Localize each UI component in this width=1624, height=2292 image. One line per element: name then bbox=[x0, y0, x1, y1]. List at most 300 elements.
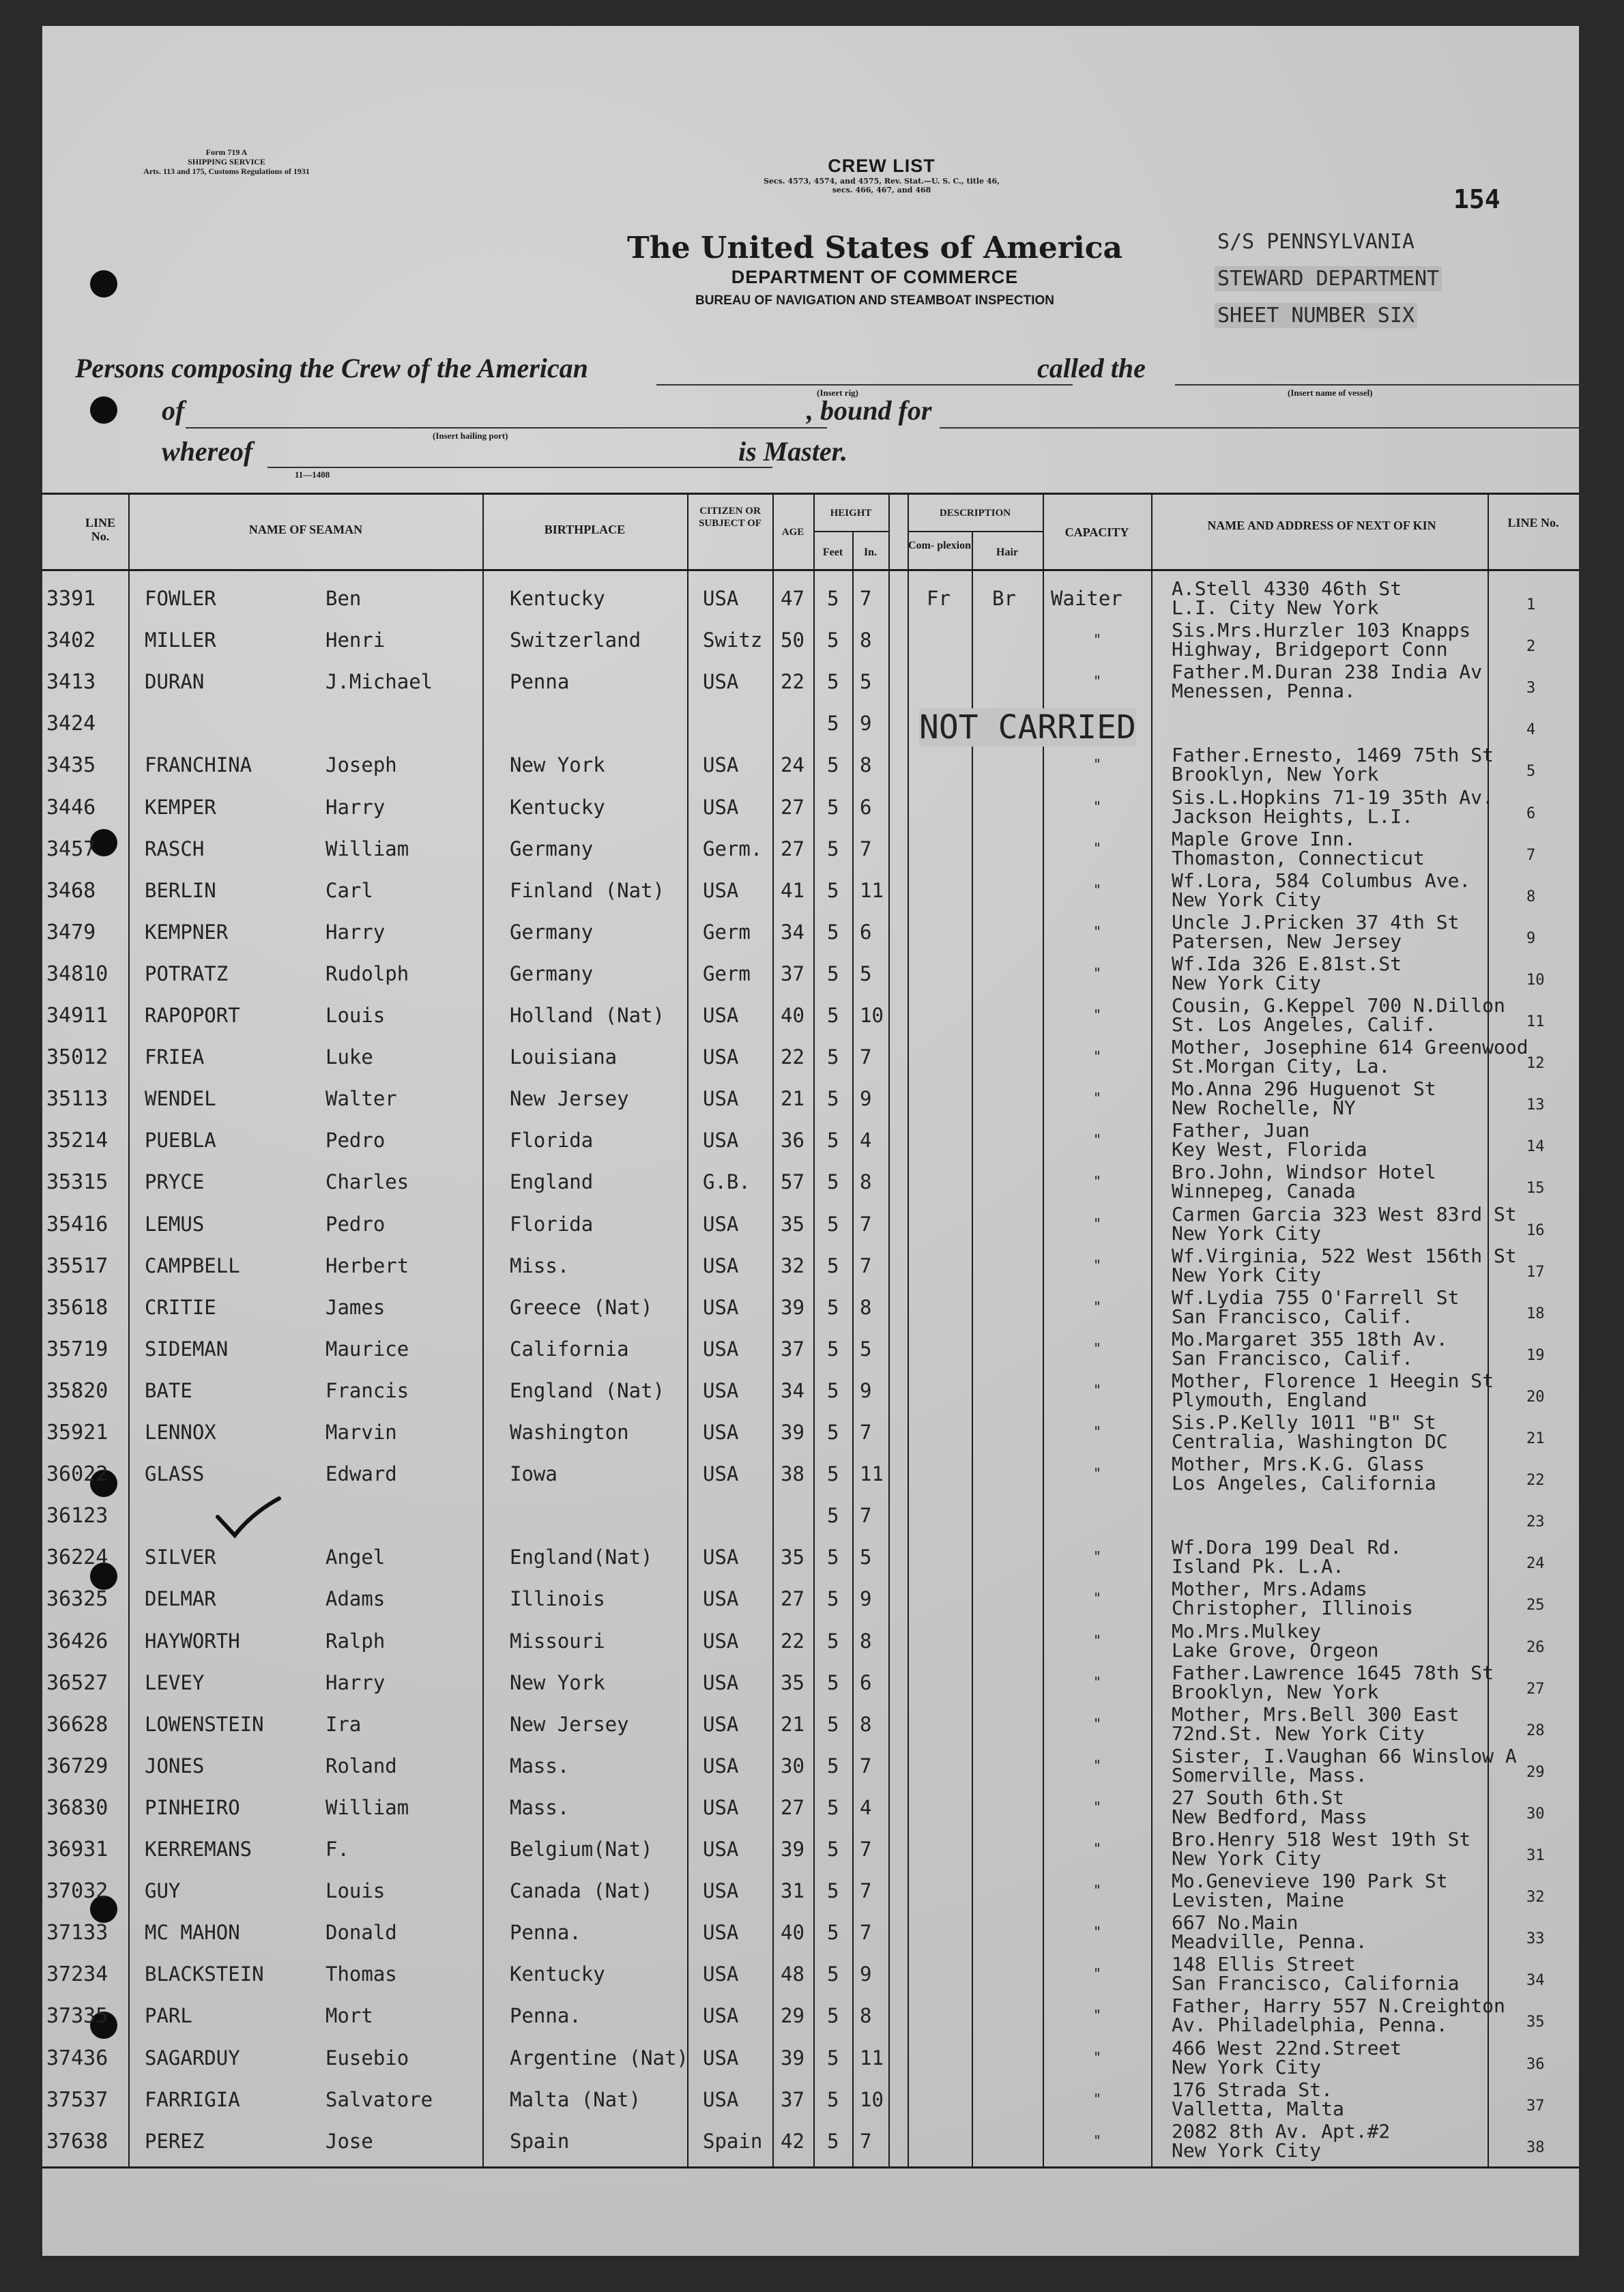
cell-in: 4 bbox=[860, 1129, 872, 1152]
cell-age: 27 bbox=[781, 837, 804, 860]
cell-last: KEMPER bbox=[145, 795, 216, 819]
cell-in: 9 bbox=[860, 1087, 872, 1111]
cell-cap: " bbox=[1093, 923, 1102, 940]
cell-cap: " bbox=[1093, 1131, 1102, 1148]
table-row bbox=[42, 1079, 1579, 1120]
cell-birth: Miss. bbox=[510, 1253, 570, 1277]
cell-birth: California bbox=[510, 1337, 629, 1361]
cell-last: LEMUS bbox=[145, 1212, 205, 1236]
cell-birth: New York bbox=[510, 753, 605, 777]
cell-age: 39 bbox=[781, 2046, 804, 2070]
cell-last: BATE bbox=[145, 1378, 192, 1402]
cell-birth: Kentucky bbox=[510, 587, 605, 610]
cell-kin2: St. Los Angeles, Calif. bbox=[1172, 1013, 1436, 1036]
cell-birth: Penna. bbox=[510, 2004, 581, 2028]
cell-kin1: A.Stell 4330 46th St bbox=[1172, 577, 1402, 600]
cell-first: Henri bbox=[325, 628, 386, 652]
cell-kin1: Sister, I.Vaughan 66 Winslow A bbox=[1172, 1744, 1517, 1767]
cell-age: 22 bbox=[781, 1629, 804, 1653]
cell-first: Herbert bbox=[325, 1253, 409, 1277]
cell-cit: USA bbox=[703, 1337, 739, 1361]
cell-cap: " bbox=[1093, 1173, 1102, 1190]
cell-kin1: Wf.Lora, 584 Columbus Ave. bbox=[1172, 869, 1471, 892]
cell-no: 3413 bbox=[46, 670, 96, 695]
cell-in: 4 bbox=[860, 1795, 872, 1819]
header-height: HEIGHT bbox=[830, 508, 872, 519]
cell-ft: 5 bbox=[827, 837, 839, 860]
cell-kin2: Levisten, Maine bbox=[1172, 1889, 1344, 1912]
insert-port-note: (Insert hailing port) bbox=[433, 431, 508, 441]
cell-in: 9 bbox=[860, 1587, 872, 1611]
table-row bbox=[42, 1871, 1579, 1912]
cell-cit: USA bbox=[703, 2004, 739, 2028]
agency-heading bbox=[575, 231, 1175, 308]
cell-ft: 5 bbox=[827, 1838, 839, 1861]
cell-kin1: Bro.Henry 518 West 19th St bbox=[1172, 1828, 1471, 1851]
cell-rl: 17 bbox=[1526, 1263, 1545, 1281]
cell-no: 37537 bbox=[46, 2087, 108, 2112]
cell-kin2: San Francisco, Calif. bbox=[1172, 1305, 1414, 1328]
cell-kin1: Cousin, G.Keppel 700 N.Dillon bbox=[1172, 994, 1505, 1017]
cell-in: 7 bbox=[860, 1421, 872, 1444]
cell-first: Jose bbox=[325, 2129, 373, 2153]
cell-cap: " bbox=[1093, 1715, 1102, 1732]
cell-no: 37234 bbox=[46, 1962, 108, 1987]
cell-in: 8 bbox=[860, 1170, 872, 1194]
cell-birth: Florida bbox=[510, 1129, 594, 1152]
header-capacity: CAPACITY bbox=[1064, 525, 1129, 539]
cell-rl: 23 bbox=[1526, 1513, 1545, 1531]
cell-rl: 38 bbox=[1526, 2138, 1545, 2156]
cell-cit: USA bbox=[703, 1670, 739, 1694]
cell-rl: 3 bbox=[1526, 680, 1536, 697]
cell-first: Harry bbox=[325, 920, 386, 944]
department-stamp: STEWARD DEPARTMENT bbox=[1215, 266, 1442, 291]
cell-last: GLASS bbox=[145, 1462, 205, 1486]
cell-cit: Germ bbox=[703, 961, 751, 985]
form-code: 11—1408 bbox=[295, 469, 330, 480]
cell-last: SILVER bbox=[145, 1546, 216, 1569]
cell-first: Louis bbox=[325, 1004, 386, 1027]
cell-kin2: 72nd.St. New York City bbox=[1172, 1722, 1425, 1745]
cell-birth: Kentucky bbox=[510, 1962, 605, 1986]
cell-kin2: Centralia, Washington DC bbox=[1172, 1430, 1448, 1453]
header-inches: In. bbox=[863, 547, 878, 558]
table-row bbox=[42, 1204, 1579, 1245]
table-row bbox=[42, 1412, 1579, 1453]
cell-no: 35820 bbox=[46, 1378, 108, 1403]
cell-cap: " bbox=[1093, 1215, 1102, 1232]
cell-first: William bbox=[325, 837, 409, 860]
cell-kin2: Jackson Heights, L.I. bbox=[1172, 804, 1414, 828]
cell-cap: " bbox=[1093, 839, 1102, 856]
cell-cit: USA bbox=[703, 1921, 739, 1945]
table-row bbox=[42, 1579, 1579, 1620]
cell-no: 3457 bbox=[46, 837, 96, 861]
master-blank bbox=[267, 467, 772, 468]
cell-cit: USA bbox=[703, 1754, 739, 1778]
cell-rl: 8 bbox=[1526, 888, 1536, 905]
table-row bbox=[42, 579, 1579, 620]
cell-kin1: Wf.Dora 199 Deal Rd. bbox=[1172, 1536, 1402, 1559]
cell-no: 35214 bbox=[46, 1129, 108, 1153]
cell-first: Rudolph bbox=[325, 961, 409, 985]
cell-ft: 5 bbox=[827, 753, 839, 777]
cell-no: 34911 bbox=[46, 1004, 108, 1028]
cell-cit: USA bbox=[703, 1253, 739, 1277]
cell-cap: " bbox=[1093, 881, 1102, 898]
cell-first: Donald bbox=[325, 1921, 397, 1945]
cell-rl: 9 bbox=[1526, 929, 1536, 947]
cell-in: 8 bbox=[860, 1712, 872, 1736]
cell-rl: 18 bbox=[1526, 1305, 1545, 1322]
cell-cit: USA bbox=[703, 795, 739, 819]
cell-last: DURAN bbox=[145, 670, 205, 694]
cell-cap: " bbox=[1093, 1965, 1102, 1982]
cell-cap: " bbox=[1093, 1924, 1102, 1941]
table-row bbox=[42, 1663, 1579, 1704]
cell-kin1: Sis.L.Hopkins 71-19 35th Av. bbox=[1172, 785, 1494, 809]
cell-rl: 4 bbox=[1526, 721, 1536, 739]
cell-rl: 2 bbox=[1526, 638, 1536, 656]
cell-cit: USA bbox=[703, 1295, 739, 1319]
cell-cap: " bbox=[1093, 1465, 1102, 1482]
cell-cit: USA bbox=[703, 587, 739, 610]
crew-list-sheet bbox=[42, 26, 1579, 2256]
form-service: SHIPPING SERVICE bbox=[188, 157, 265, 166]
table-row bbox=[42, 1329, 1579, 1370]
cell-first: Charles bbox=[325, 1170, 409, 1194]
table-row bbox=[42, 662, 1579, 703]
table-row bbox=[42, 1371, 1579, 1412]
cell-kin1: Maple Grove Inn. bbox=[1172, 827, 1356, 850]
cell-rl: 32 bbox=[1526, 1889, 1545, 1906]
cell-in: 5 bbox=[860, 1546, 872, 1569]
cell-cap: " bbox=[1093, 1798, 1102, 1815]
cell-last: MC MAHON bbox=[145, 1921, 240, 1945]
cell-age: 27 bbox=[781, 1795, 804, 1819]
cell-rl: 30 bbox=[1526, 1805, 1545, 1823]
cell-birth: New Jersey bbox=[510, 1087, 629, 1111]
cell-kin1: Wf.Ida 326 E.81st.St bbox=[1172, 952, 1402, 975]
cell-kin1: Wf.Virginia, 522 West 156th St bbox=[1172, 1244, 1517, 1267]
cell-kin2: Christopher, Illinois bbox=[1172, 1597, 1414, 1620]
cell-birth: Florida bbox=[510, 1212, 594, 1236]
cell-in: 7 bbox=[860, 837, 872, 860]
cell-cit: USA bbox=[703, 1629, 739, 1653]
cell-cit: USA bbox=[703, 1838, 739, 1861]
cell-first: Edward bbox=[325, 1462, 397, 1486]
cell-cit: USA bbox=[703, 2087, 739, 2111]
cell-first: Ralph bbox=[325, 1629, 386, 1653]
cell-last: RASCH bbox=[145, 837, 205, 860]
cell-ft: 5 bbox=[827, 1295, 839, 1319]
cell-cit: USA bbox=[703, 1378, 739, 1402]
cell-no: 37133 bbox=[46, 1921, 108, 1945]
table-row bbox=[42, 1454, 1579, 1495]
cell-last: BLACKSTEIN bbox=[145, 1962, 264, 1986]
cell-kin1: Father, Juan bbox=[1172, 1119, 1310, 1142]
cell-in: 10 bbox=[860, 1004, 884, 1027]
cell-in: 11 bbox=[860, 878, 884, 902]
cell-rl: 14 bbox=[1526, 1138, 1545, 1156]
header-line-no: LINE No. bbox=[85, 516, 115, 543]
header-next-of-kin: NAME AND ADDRESS OF NEXT OF KIN bbox=[1207, 519, 1436, 532]
cell-rl: 15 bbox=[1526, 1180, 1545, 1198]
cell-cit: USA bbox=[703, 1087, 739, 1111]
cell-kin2: New York City bbox=[1172, 2138, 1322, 2162]
cell-age: 35 bbox=[781, 1670, 804, 1694]
cell-rl: 28 bbox=[1526, 1722, 1545, 1739]
cell-age: 31 bbox=[781, 1879, 804, 1903]
cell-no: 36628 bbox=[46, 1712, 108, 1737]
cell-kin2: Valletta, Malta bbox=[1172, 2097, 1344, 2120]
cell-birth: Germany bbox=[510, 961, 594, 985]
table-row bbox=[42, 1702, 1579, 1745]
cell-birth: Germany bbox=[510, 920, 594, 944]
cell-cap: " bbox=[1093, 631, 1102, 648]
cell-no: 36830 bbox=[46, 1795, 108, 1820]
cell-cit: USA bbox=[703, 1045, 739, 1069]
cell-last: PINHEIRO bbox=[145, 1795, 240, 1819]
header-age: AGE bbox=[781, 527, 804, 538]
table-rule bbox=[813, 531, 888, 532]
cell-first: Pedro bbox=[325, 1212, 386, 1236]
cell-age: 39 bbox=[781, 1838, 804, 1861]
header-complexion: Com- plexion bbox=[908, 540, 971, 551]
cell-kin2: San Francisco, California bbox=[1172, 1972, 1460, 1995]
cell-rl: 16 bbox=[1526, 1221, 1545, 1239]
cell-age: 39 bbox=[781, 1421, 804, 1444]
cell-first: James bbox=[325, 1295, 386, 1319]
cell-cap: " bbox=[1093, 2132, 1102, 2149]
cell-kin1: 2082 8th Av. Apt.#2 bbox=[1172, 2119, 1391, 2143]
cell-age: 50 bbox=[781, 628, 804, 652]
cell-rl: 19 bbox=[1526, 1346, 1545, 1364]
cell-ft: 5 bbox=[827, 1045, 839, 1069]
cell-rl: 37 bbox=[1526, 2097, 1545, 2115]
cell-no: 35921 bbox=[46, 1421, 108, 1445]
not-carried-stamp: NOT CARRIED bbox=[919, 708, 1136, 746]
cell-no: 37335 bbox=[46, 2004, 108, 2029]
table-row bbox=[42, 1829, 1579, 1870]
cell-no: 34810 bbox=[46, 961, 108, 986]
cell-last: PRYCE bbox=[145, 1170, 205, 1194]
cell-kin1: Uncle J.Pricken 37 4th St bbox=[1172, 910, 1460, 933]
cell-birth: New Jersey bbox=[510, 1712, 629, 1736]
cell-kin2: Los Angeles, California bbox=[1172, 1472, 1436, 1495]
cell-cit: Germ. bbox=[703, 837, 763, 860]
cell-rl: 29 bbox=[1526, 1763, 1545, 1781]
cell-first: Louis bbox=[325, 1879, 386, 1903]
cell-kin2: New York City bbox=[1172, 2055, 1322, 2078]
cell-ft: 5 bbox=[827, 1504, 839, 1528]
cell-kin1: Mother, Mrs.Bell 300 East bbox=[1172, 1702, 1460, 1726]
cell-ft: 5 bbox=[827, 2046, 839, 2070]
table-row bbox=[42, 1996, 1579, 2037]
cell-ft: 5 bbox=[827, 1378, 839, 1402]
cell-ft: 5 bbox=[827, 1546, 839, 1569]
cell-in: 7 bbox=[860, 1253, 872, 1277]
cell-rl: 20 bbox=[1526, 1388, 1545, 1406]
cell-first: Joseph bbox=[325, 753, 397, 777]
bound-for-label: , bound for bbox=[807, 395, 932, 426]
cell-first: Harry bbox=[325, 795, 386, 819]
cell-rl: 12 bbox=[1526, 1055, 1545, 1073]
cell-birth: Malta (Nat) bbox=[510, 2087, 641, 2111]
cell-last: GUY bbox=[145, 1879, 181, 1903]
bureau-heading: BUREAU OF NAVIGATION AND STEAMBOAT INSPECTION bbox=[695, 293, 1055, 308]
cell-birth: Iowa bbox=[510, 1462, 557, 1486]
cell-no: 35315 bbox=[46, 1170, 108, 1195]
cell-ft: 5 bbox=[827, 1962, 839, 1986]
cell-no: 3435 bbox=[46, 753, 96, 778]
cell-ft: 5 bbox=[827, 1212, 839, 1236]
cell-ft: 5 bbox=[827, 587, 839, 610]
table-row bbox=[42, 1788, 1579, 1829]
cell-no: 35618 bbox=[46, 1295, 108, 1320]
cell-ft: 5 bbox=[827, 670, 839, 694]
cell-in: 8 bbox=[860, 753, 872, 777]
cell-birth: Canada (Nat) bbox=[510, 1879, 653, 1903]
cell-last: SIDEMAN bbox=[145, 1337, 229, 1361]
cell-rl: 22 bbox=[1526, 1472, 1545, 1490]
cell-no: 36931 bbox=[46, 1838, 108, 1861]
cell-last: PARL bbox=[145, 2004, 192, 2028]
cell-kin2: Menessen, Penna. bbox=[1172, 680, 1356, 703]
cell-cit: USA bbox=[703, 1587, 739, 1611]
cell-first: Maurice bbox=[325, 1337, 409, 1361]
cell-ft: 5 bbox=[827, 1421, 839, 1444]
cell-first: Francis bbox=[325, 1378, 409, 1402]
cell-last: KEMPNER bbox=[145, 920, 229, 944]
cell-birth: Penna. bbox=[510, 1921, 581, 1945]
cell-no: 3402 bbox=[46, 628, 96, 653]
cell-in: 5 bbox=[860, 961, 872, 985]
cell-age: 37 bbox=[781, 2087, 804, 2111]
cell-first: Carl bbox=[325, 878, 373, 902]
cell-cit: Germ bbox=[703, 920, 751, 944]
cell-last: CRITIE bbox=[145, 1295, 216, 1319]
cell-cit: USA bbox=[703, 1462, 739, 1486]
cell-in: 7 bbox=[860, 1504, 872, 1528]
table-row bbox=[42, 1537, 1579, 1578]
cell-birth: Louisiana bbox=[510, 1045, 618, 1069]
vessel-stamp: S/S PENNSYLVANIA bbox=[1217, 230, 1415, 254]
cell-in: 8 bbox=[860, 628, 872, 652]
cell-last: MILLER bbox=[145, 628, 216, 652]
cell-no: 35517 bbox=[46, 1253, 108, 1278]
table-row bbox=[42, 829, 1579, 870]
cell-last: CAMPBELL bbox=[145, 1253, 240, 1277]
cell-first: Mort bbox=[325, 2004, 373, 2028]
cell-rl: 13 bbox=[1526, 1097, 1545, 1114]
cell-in: 6 bbox=[860, 920, 872, 944]
cell-age: 34 bbox=[781, 920, 804, 944]
cell-in: 11 bbox=[860, 1462, 884, 1486]
cell-first: Ben bbox=[325, 587, 362, 610]
check-mark-icon bbox=[214, 1493, 282, 1541]
cell-comp: Fr bbox=[927, 587, 951, 610]
cell-kin1: Mother, Mrs.Adams bbox=[1172, 1578, 1367, 1601]
cell-age: 21 bbox=[781, 1712, 804, 1736]
sheet-number: 154 bbox=[1453, 184, 1500, 214]
form-articles: Arts. 113 and 175, Customs Regulations of 1931 bbox=[143, 166, 310, 176]
cell-in: 11 bbox=[860, 2046, 884, 2070]
cell-first: Ira bbox=[325, 1712, 362, 1736]
cell-age: 40 bbox=[781, 1004, 804, 1027]
cell-in: 8 bbox=[860, 1295, 872, 1319]
cell-birth: Greece (Nat) bbox=[510, 1295, 653, 1319]
cell-last: LOWENSTEIN bbox=[145, 1712, 264, 1736]
cell-age: 27 bbox=[781, 795, 804, 819]
whereof-label: whereof bbox=[162, 436, 253, 467]
cell-cit: Switz bbox=[703, 628, 763, 652]
cell-kin1: Sis.Mrs.Hurzler 103 Knapps bbox=[1172, 619, 1471, 642]
of-label: of bbox=[162, 395, 185, 426]
cell-ft: 5 bbox=[827, 2129, 839, 2153]
cell-kin2: L.I. City New York bbox=[1172, 596, 1379, 619]
cell-cap: " bbox=[1093, 756, 1102, 773]
cell-rl: 25 bbox=[1526, 1597, 1545, 1614]
cell-cap: " bbox=[1093, 1298, 1102, 1315]
table-row bbox=[42, 912, 1579, 953]
cell-age: 27 bbox=[781, 1587, 804, 1611]
cell-ft: 5 bbox=[827, 1629, 839, 1653]
cell-first: Angel bbox=[325, 1546, 386, 1569]
cell-cit: USA bbox=[703, 878, 739, 902]
cell-last: FRIEA bbox=[145, 1045, 205, 1069]
department-heading: DEPARTMENT OF COMMERCE bbox=[731, 267, 1019, 287]
cell-cit: USA bbox=[703, 1212, 739, 1236]
punch-hole bbox=[90, 270, 117, 298]
cell-ft: 5 bbox=[827, 1712, 839, 1736]
cell-rl: 5 bbox=[1526, 763, 1536, 781]
cell-ft: 5 bbox=[827, 2004, 839, 2028]
statute-citation: Secs. 4573, 4574, and 4575, Rev. Stat.—U. S. C., title 46, bbox=[763, 177, 1000, 186]
cell-kin1: 667 No.Main bbox=[1172, 1911, 1299, 1934]
header-birthplace: BIRTHPLACE bbox=[544, 523, 626, 536]
cell-birth: Germany bbox=[510, 837, 594, 860]
cell-kin1: Father, Harry 557 N.Creighton bbox=[1172, 1994, 1505, 2018]
cell-in: 7 bbox=[860, 1045, 872, 1069]
cell-cap: " bbox=[1093, 1631, 1102, 1649]
cell-ft: 5 bbox=[827, 628, 839, 652]
cell-kin1: 148 Ellis Street bbox=[1172, 1953, 1356, 1976]
cell-cit: USA bbox=[703, 1129, 739, 1152]
cell-first: Thomas bbox=[325, 1962, 397, 1986]
cell-age: 35 bbox=[781, 1546, 804, 1569]
cell-no: 37436 bbox=[46, 2046, 108, 2070]
cell-kin2: New York City bbox=[1172, 971, 1322, 994]
cell-birth: Mass. bbox=[510, 1795, 570, 1819]
cell-kin2: Brooklyn, New York bbox=[1172, 1680, 1379, 1703]
cell-kin1: Bro.John, Windsor Hotel bbox=[1172, 1161, 1436, 1184]
table-row bbox=[42, 2080, 1579, 2121]
table-row bbox=[42, 787, 1579, 828]
cell-rl: 27 bbox=[1526, 1680, 1545, 1698]
cell-first: Luke bbox=[325, 1045, 373, 1069]
cell-in: 5 bbox=[860, 1337, 872, 1361]
cell-rl: 33 bbox=[1526, 1930, 1545, 1948]
cell-age: 24 bbox=[781, 753, 804, 777]
cell-kin2: Somerville, Mass. bbox=[1172, 1763, 1367, 1786]
cell-ft: 5 bbox=[827, 920, 839, 944]
cell-cap: " bbox=[1093, 1339, 1102, 1357]
cell-kin1: 176 Strada St. bbox=[1172, 2078, 1333, 2101]
cell-last: LENNOX bbox=[145, 1421, 216, 1444]
cell-birth: Belgium(Nat) bbox=[510, 1838, 653, 1861]
